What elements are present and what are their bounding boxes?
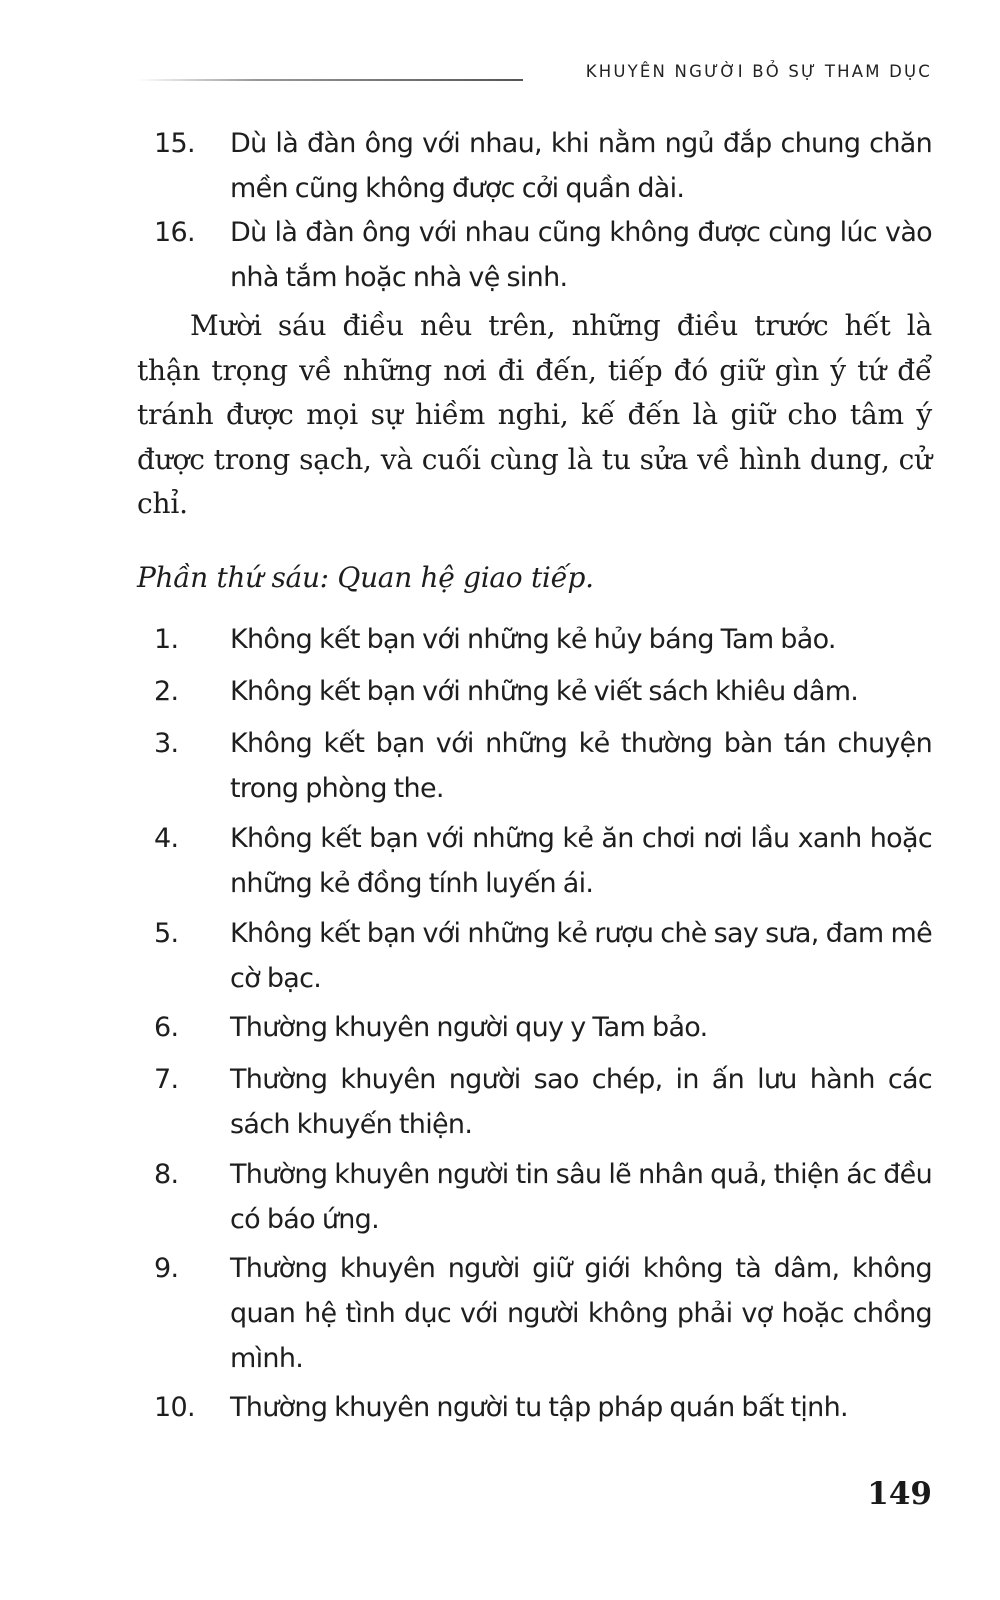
- list-item-text: Dù là đàn ông với nhau cũng không được cùng lúc vào nhà tắm hoặc nhà vệ sinh.: [230, 217, 932, 293]
- list-item: [154, 669, 932, 714]
- list-item-text: Không kết bạn với những kẻ ăn chơi nơi lầu xanh hoặc những kẻ đồng tính luyến ái.: [230, 823, 932, 899]
- list-item-number: 10.: [154, 1392, 195, 1423]
- list-item-text: Thường khuyên người tu tập pháp quán bất tịnh.: [230, 1392, 848, 1423]
- list-item: [154, 210, 932, 300]
- list-item-text: Thường khuyên người tin sâu lẽ nhân quả, thiện ác đều có báo ứng.: [230, 1159, 932, 1235]
- list-item-text: Không kết bạn với những kẻ viết sách khiêu dâm.: [230, 676, 859, 707]
- list-item-text: Thường khuyên người giữ giới không tà dâm, không quan hệ tình dục với người không phải vợ hoặc chồng mình.: [230, 1253, 932, 1374]
- list-item-number: 4.: [154, 823, 179, 854]
- list-item-number: 16.: [154, 217, 195, 248]
- list-item-text: Không kết bạn với những kẻ hủy báng Tam bảo.: [230, 624, 836, 655]
- list-item: [154, 1385, 932, 1430]
- list-item-text: Thường khuyên người quy y Tam bảo.: [230, 1012, 708, 1043]
- list-item-number: 5.: [154, 918, 179, 949]
- list-item: [154, 816, 932, 906]
- list-item: [154, 1246, 932, 1381]
- list-item: [154, 1057, 932, 1147]
- header-rule: [137, 79, 523, 81]
- list-item-text: Thường khuyên người sao chép, in ấn lưu hành các sách khuyến thiện.: [230, 1064, 932, 1140]
- list-item-number: 7.: [154, 1064, 179, 1095]
- summary-paragraph: Mười sáu điều nêu trên, những điều trước hết là thận trọng về những nơi đi đến, tiếp đó giữ gìn ý tứ để tránh được mọi sự hiềm nghi, kế đến là giữ cho tâm ý được trong sạch, và cuối cùng là tu sửa về hình dung, cử chỉ.: [137, 309, 932, 520]
- list-item-number: 1.: [154, 624, 179, 655]
- list-item-number: 9.: [154, 1253, 179, 1284]
- section-title: Phần thứ sáu: Quan hệ giao tiếp.: [137, 561, 594, 594]
- list-item-number: 15.: [154, 128, 195, 159]
- list-item: [154, 617, 932, 662]
- list-item: [154, 911, 932, 1001]
- list-item: [154, 721, 932, 811]
- list-item: [154, 1005, 932, 1050]
- list-item-number: 6.: [154, 1012, 179, 1043]
- page-number: 149: [867, 1476, 932, 1512]
- list-item: [154, 121, 932, 211]
- list-item-text: Dù là đàn ông với nhau, khi nằm ngủ đắp chung chăn mền cũng không được cởi quần dài.: [230, 128, 932, 204]
- list-item-number: 2.: [154, 676, 179, 707]
- running-head: KHUYÊN NGƯỜI BỎ SỰ THAM DỤC: [585, 62, 932, 81]
- list-item-number: 8.: [154, 1159, 179, 1190]
- list-item-number: 3.: [154, 728, 179, 759]
- list-item: [154, 1152, 932, 1242]
- list-item-text: Không kết bạn với những kẻ rượu chè say sưa, đam mê cờ bạc.: [230, 918, 932, 994]
- list-item-text: Không kết bạn với những kẻ thường bàn tán chuyện trong phòng the.: [230, 728, 932, 804]
